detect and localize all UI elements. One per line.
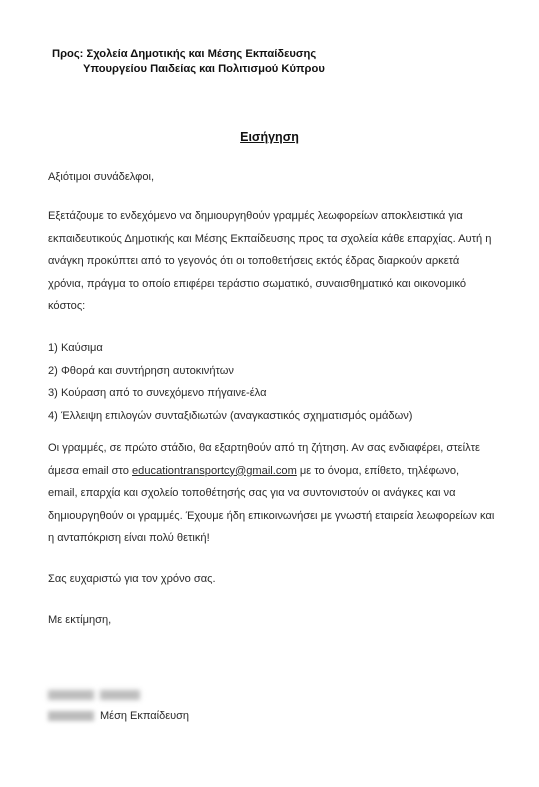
- recipient-line-1: Προς: Σχολεία Δημοτικής και Μέσης Εκπαίδευσης: [52, 48, 317, 60]
- closing-line: Με εκτίμηση,: [48, 614, 112, 626]
- paragraph-intro-line: κόστος:: [48, 300, 86, 313]
- paragraph-instructions-line: Οι γραμμές, σε πρώτο στάδιο, θα εξαρτηθούν από τη ζήτηση. Αν σας ενδιαφέρει, στείλτε: [48, 442, 480, 454]
- greeting: Αξιότιμοι συνάδελφοι,: [48, 171, 155, 183]
- text-segment: άμεσα email στο: [48, 464, 133, 477]
- signature-block: [48, 690, 268, 730]
- paragraph-instructions-line: [48, 460, 494, 483]
- list-item: 2) Φθορά και συντήρηση αυτοκινήτων: [48, 364, 234, 377]
- cost-list: [48, 337, 412, 427]
- email-link[interactable]: educationtransportcy@gmail.com: [132, 464, 297, 477]
- list-item: 3) Κούραση από το συνεχόμενο πήγαινε-έλα: [48, 387, 267, 400]
- list-item: 1) Καύσιμα: [48, 342, 103, 354]
- paragraph-instructions: [48, 437, 494, 550]
- redaction-smudge: [48, 690, 94, 700]
- document-title: Εισήγηση: [240, 130, 299, 144]
- paragraph-instructions-line: δημιουργηθούν οι γραμμές. Έχουμε ήδη επικοινωνήσει με γνωστή εταιρεία λεωφορείων και: [48, 509, 495, 522]
- paragraph-intro: [48, 205, 491, 318]
- signature-redacted-name: [48, 690, 146, 701]
- paragraph-instructions-line: email, επαρχία και σχολείο τοποθέτησής σας για να συντονιστούν οι ανάγκες και να: [48, 487, 456, 500]
- paragraph-intro-line: ανάγκη προκύπτει από το γεγονός ότι οι τοποθετήσεις εκτός έδρας διαρκούν αρκετά: [48, 255, 460, 268]
- signature-title: Μέση Εκπαίδευση: [100, 710, 190, 722]
- thanks-line: Σας ευχαριστώ για τον χρόνο σας.: [48, 573, 216, 585]
- paragraph-instructions-line: η ανταπόκριση είναι πολύ θετική!: [48, 532, 210, 545]
- redaction-smudge: [100, 690, 140, 700]
- paragraph-intro-line: εκπαιδευτικούς Δημοτικής και Μέσης Εκπαίδευσης προς τα σχολεία κάθε επαρχίας. Αυτή η: [48, 232, 492, 245]
- recipient-line-2: Υπουργείου Παιδείας και Πολιτισμού Κύπρου: [83, 63, 325, 75]
- signature-line-2: [48, 710, 189, 722]
- redaction-smudge: [48, 711, 94, 721]
- recipient-block: [52, 47, 325, 77]
- list-item: 4) Έλλειψη επιλογών συνταξιδιωτών (αναγκαστικός σχηματισμός ομάδων): [48, 409, 413, 422]
- paragraph-intro-line: Εξετάζουμε το ενδεχόμενο να δημιουργηθούν γραμμές λεωφορείων αποκλειστικά για: [48, 210, 463, 222]
- paragraph-intro-line: χρόνια, πράγμα το οποίο επιφέρει τεράστιο σωματικό, συναισθηματικό και οικονομικό: [48, 277, 467, 290]
- text-segment: με το όνομα, επίθετο, τηλέφωνο,: [296, 464, 460, 477]
